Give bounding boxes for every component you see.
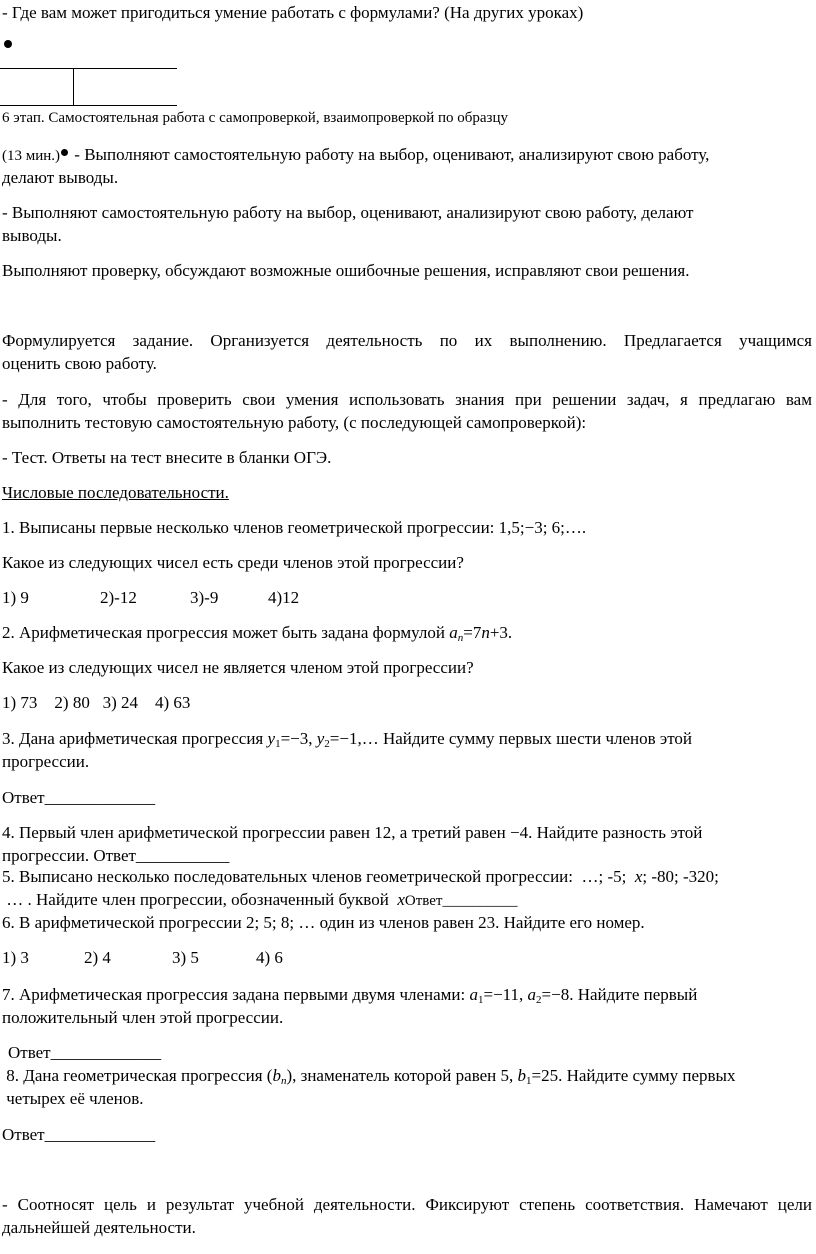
answer-line: Ответ_____________	[2, 788, 156, 807]
student-action-1-cont: делают выводы.	[2, 168, 119, 187]
student-action-2: - Выполняют самостоятельную работу на выбор, оценивают, анализируют свою работу, делают	[2, 203, 694, 222]
check-text: Выполняют проверку, обсуждают возможные ошибочные решения, исправляют свои решения.	[2, 261, 690, 280]
question-2-options: 1) 73 2) 80 3) 24 4) 63	[2, 693, 191, 712]
option: 3)-9	[190, 588, 219, 607]
question-5-text: 5. Выписано несколько последовательных членов геометрической прогрессии: …; -5;	[2, 867, 635, 886]
stage-title: 6 этап. Самостоятельная работа с самопроверкой, взаимопроверкой по образцу	[2, 110, 509, 126]
question-5	[2, 865, 719, 888]
question-8-text: ), знаменатель которой равен 5,	[286, 1066, 518, 1085]
option: 2)-12	[100, 588, 137, 607]
sub-1: 1	[526, 1075, 532, 1087]
option: 2) 4	[84, 948, 111, 967]
question-8-text: 8. Дана геометрическая прогрессия (	[2, 1066, 273, 1085]
sub-2: 2	[324, 738, 330, 750]
student-action-2-cont: выводы.	[2, 226, 62, 245]
var-b: b	[517, 1066, 527, 1085]
reflection-text: - Соотносят цель и результат учебной деятельности. Фиксируют степень соответствия. Намечают цели	[2, 1195, 812, 1214]
sub-n: n	[280, 1075, 287, 1087]
question-6: 6. В арифметической прогрессии 2; 5; 8; … один из членов равен 23. Найдите его номер.	[2, 913, 645, 932]
answer-line: Ответ_____________	[8, 1043, 162, 1062]
var-a: a	[469, 985, 478, 1004]
var-n: n	[481, 623, 490, 642]
question-7-text: 7. Арифметическая прогрессия задана первыми двумя членами:	[2, 985, 470, 1004]
var-a: a	[449, 623, 458, 642]
question-8-cont: четырех её членов.	[2, 1089, 144, 1108]
option: 3) 5	[172, 948, 199, 967]
sub-1: 1	[275, 738, 281, 750]
student-action-1-text: - Выполняют самостоятельную работу на выбор, оценивают, анализируют свою работу,	[70, 145, 710, 164]
question-3-text: 3. Дана арифметическая прогрессия	[2, 729, 268, 748]
question-4-cont: прогрессии. Ответ___________	[2, 846, 230, 865]
formula-part: =−3,	[280, 729, 317, 748]
sub-1: 1	[478, 994, 484, 1006]
option: 4)12	[268, 588, 300, 607]
question-7-cont: положительный член этой прогрессии.	[2, 1008, 284, 1027]
formula-part: =−8. Найдите первый	[541, 985, 698, 1004]
question-5-text: … . Найдите член прогрессии, обозначенный буквой	[2, 890, 398, 909]
question-1-ask: Какое из следующих чисел есть среди членов этой прогрессии?	[2, 553, 464, 572]
question-5-cont	[2, 888, 517, 913]
student-action-1	[2, 143, 709, 168]
question-6-options	[2, 946, 283, 969]
var-y: y	[316, 729, 325, 748]
option: 4) 6	[256, 948, 283, 967]
question-3	[2, 727, 692, 750]
var-b: b	[272, 1066, 281, 1085]
question-2-text: 2. Арифметическая прогрессия может быть задана формулой	[2, 623, 450, 642]
answer-line: Ответ__________	[404, 893, 518, 909]
sub-2: 2	[536, 994, 542, 1006]
question-3-cont: прогрессии.	[2, 752, 90, 771]
var-x: x	[634, 867, 643, 886]
formula-part: =−1,… Найдите сумму первых шести членов этой	[329, 729, 693, 748]
teacher-text-1-cont: оценить свою работу.	[2, 354, 157, 373]
teacher-text-1: Формулируется задание. Организуется деятельность по их выполнению. Предлагается учащимся	[2, 331, 812, 350]
var-a: a	[527, 985, 537, 1004]
bullet-icon	[4, 40, 12, 48]
bullet-icon	[61, 149, 68, 156]
question-8-text: =25. Найдите сумму первых	[531, 1066, 736, 1085]
question-2	[2, 621, 512, 644]
question-4: 4. Первый член арифметической прогрессии равен 12, а третий равен −4. Найдите разность этой	[2, 823, 703, 842]
answer-line: Ответ_____________	[2, 1125, 156, 1144]
table-divider	[73, 69, 74, 105]
sub-n: n	[457, 632, 464, 644]
teacher-text-2-cont: выполнить тестовую самостоятельную работу, (с последующей самопроверкой):	[2, 413, 587, 432]
time-label: (13 мин.)	[2, 148, 61, 164]
test-note: - Тест. Ответы на тест внесите в бланки ОГЭ.	[2, 448, 332, 467]
formula-part: +3.	[489, 623, 513, 642]
empty-table	[0, 68, 177, 106]
topic-heading: Числовые последовательности.	[2, 483, 229, 502]
var-x: x	[397, 890, 405, 909]
teacher-text-2: - Для того, чтобы проверить свои умения использовать знания при решении задач, я предлагаю вам	[2, 390, 812, 409]
option: 1) 3	[2, 948, 29, 967]
question-where: - Где вам может пригодиться умение работать с формулами? (На других уроках)	[2, 3, 584, 22]
question-7	[2, 983, 697, 1006]
question-2-ask: Какое из следующих чисел не является членом этой прогрессии?	[2, 658, 474, 677]
question-1: 1. Выписаны первые несколько членов геометрической прогрессии: 1,5;−3; 6;….	[2, 518, 587, 537]
question-5-text: ; -80; -320;	[642, 867, 719, 886]
question-8	[2, 1064, 735, 1087]
question-1-options	[2, 586, 299, 609]
formula-part: =7	[463, 623, 482, 642]
reflection-text-cont: дальнейшей деятельности.	[2, 1218, 196, 1237]
option: 1) 9	[2, 588, 29, 607]
var-y: y	[267, 729, 276, 748]
formula-part: =−11,	[483, 985, 528, 1004]
